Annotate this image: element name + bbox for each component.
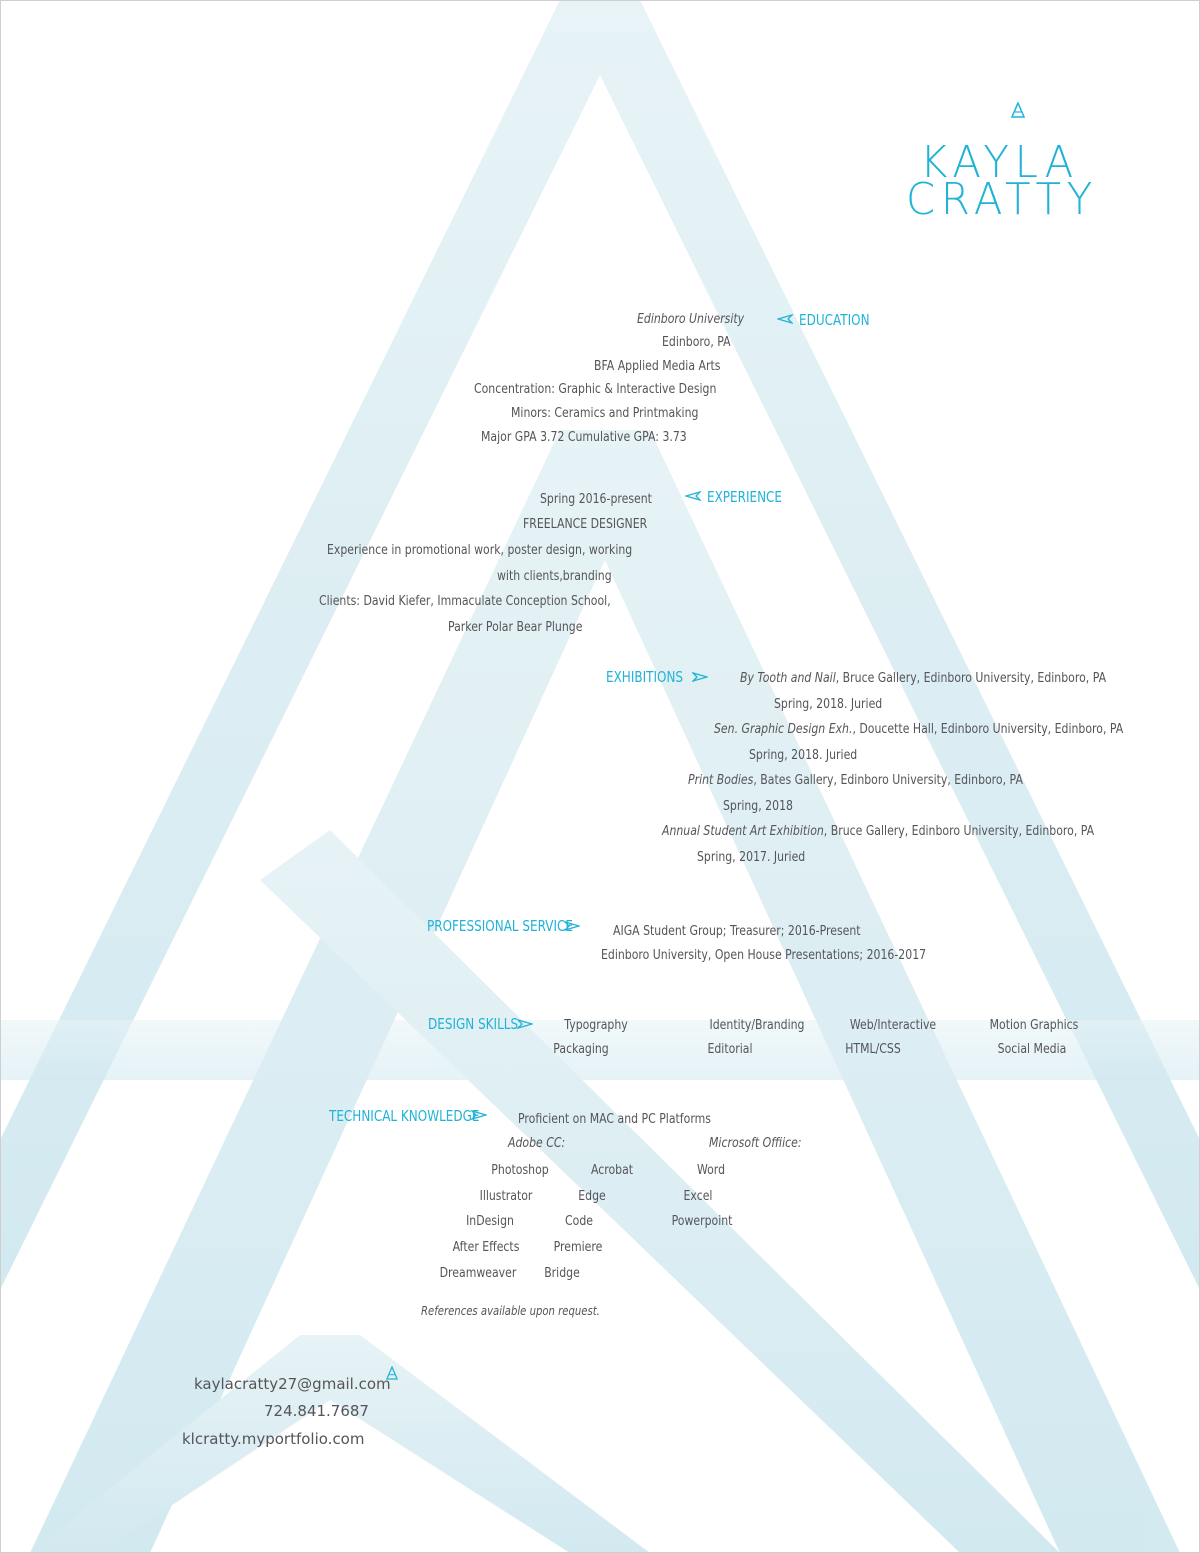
experience-title: FREELANCE DESIGNER bbox=[523, 517, 648, 532]
exhibition-item bbox=[662, 824, 1094, 840]
skill-item: HTML/CSS bbox=[845, 1042, 901, 1057]
references-note: References available upon request. bbox=[421, 1304, 600, 1318]
design-skills-heading: DESIGN SKILLS bbox=[428, 1015, 519, 1033]
exhibition-item bbox=[740, 671, 1106, 687]
arrow-right-icon bbox=[517, 1019, 533, 1029]
software-item: Edge bbox=[578, 1189, 606, 1204]
skill-item: Social Media bbox=[997, 1042, 1067, 1057]
technical-heading: TECHNICAL KNOWLEDGE bbox=[329, 1107, 480, 1125]
education-degree: BFA Applied Media Arts bbox=[594, 359, 721, 374]
arrow-left-icon bbox=[777, 314, 793, 324]
software-item: After Effects bbox=[452, 1240, 520, 1255]
education-gpa: Major GPA 3.72 Cumulative GPA: 3.73 bbox=[481, 430, 687, 445]
software-item: Excel bbox=[683, 1189, 713, 1204]
exhibition-date: Spring, 2017. Juried bbox=[697, 850, 806, 865]
experience-dates: Spring 2016-present bbox=[540, 492, 652, 507]
skill-item: Typography bbox=[564, 1018, 628, 1033]
software-item: Premiere bbox=[553, 1240, 603, 1255]
skill-item: Editorial bbox=[707, 1042, 753, 1057]
a-triangle-logo-icon bbox=[386, 1366, 398, 1380]
adobe-label: Adobe CC: bbox=[508, 1136, 566, 1151]
exhibition-item bbox=[688, 773, 1023, 789]
education-heading: EDUCATION bbox=[799, 311, 870, 329]
software-item: Code bbox=[565, 1214, 593, 1229]
exhibition-title: Annual Student Art Exhibition bbox=[662, 824, 824, 839]
exhibition-item bbox=[714, 722, 1123, 738]
contact-phone[interactable]: 724.841.7687 bbox=[264, 1402, 369, 1420]
service-item: AIGA Student Group; Treasurer; 2016-Present bbox=[613, 924, 861, 939]
contact-website[interactable]: klcratty.myportfolio.com bbox=[182, 1430, 365, 1448]
exhibition-venue: , Bruce Gallery, Edinboro University, Edinboro, PA bbox=[823, 824, 1095, 839]
exhibitions-heading: EXHIBITIONS bbox=[606, 668, 684, 686]
contact-email[interactable]: kaylacratty27@gmail.com bbox=[194, 1375, 391, 1393]
education-minors: Minors: Ceramics and Printmaking bbox=[511, 406, 699, 421]
exhibition-venue: , Bates Gallery, Edinboro University, Edinboro, PA bbox=[753, 773, 1023, 788]
technical-platforms: Proficient on MAC and PC Platforms bbox=[518, 1112, 711, 1127]
exhibition-title: Sen. Graphic Design Exh. bbox=[714, 722, 853, 737]
arrow-left-icon bbox=[685, 491, 701, 501]
software-item: Word bbox=[696, 1163, 726, 1178]
name-last: CRATTY bbox=[906, 174, 1098, 225]
experience-clients-1: Clients: David Kiefer, Immaculate Conception School, bbox=[319, 594, 611, 609]
education-school: Edinboro University bbox=[637, 312, 745, 327]
software-item: InDesign bbox=[466, 1214, 514, 1229]
experience-desc-1: Experience in promotional work, poster design, working bbox=[327, 543, 633, 558]
experience-heading: EXPERIENCE bbox=[707, 488, 783, 506]
skill-item: Identity/Branding bbox=[709, 1018, 805, 1033]
arrow-right-icon bbox=[564, 921, 580, 931]
exhibition-venue: , Bruce Gallery, Edinboro University, Edinboro, PA bbox=[835, 671, 1107, 686]
software-item: Acrobat bbox=[590, 1163, 634, 1178]
software-item: Powerpoint bbox=[671, 1214, 733, 1229]
skill-item: Packaging bbox=[553, 1042, 609, 1057]
skill-item: Web/Interactive bbox=[849, 1018, 937, 1033]
exhibition-title: Print Bodies bbox=[688, 773, 754, 788]
name-first: KAYLA bbox=[920, 137, 1079, 188]
arrow-right-icon bbox=[471, 1110, 487, 1120]
skill-item: Motion Graphics bbox=[989, 1018, 1079, 1033]
exhibition-date: Spring, 2018. Juried bbox=[749, 748, 858, 763]
arrow-right-icon bbox=[692, 672, 708, 682]
exhibition-title: By Tooth and Nail bbox=[740, 671, 836, 686]
experience-desc-2: with clients,branding bbox=[497, 569, 612, 584]
education-location: Edinboro, PA bbox=[662, 335, 731, 350]
professional-service-heading: PROFESSIONAL SERVICE bbox=[427, 917, 573, 935]
software-item: Illustrator bbox=[479, 1189, 533, 1204]
experience-clients-2: Parker Polar Bear Plunge bbox=[448, 620, 583, 635]
exhibition-venue: , Doucette Hall, Edinboro University, Edinboro, PA bbox=[852, 722, 1124, 737]
education-concentration: Concentration: Graphic & Interactive Design bbox=[474, 382, 717, 397]
software-item: Bridge bbox=[544, 1266, 580, 1281]
exhibition-date: Spring, 2018. Juried bbox=[774, 697, 883, 712]
software-item: Dreamweaver bbox=[439, 1266, 517, 1281]
office-label: Microsoft Offiice: bbox=[709, 1136, 802, 1151]
software-item: Photoshop bbox=[491, 1163, 549, 1178]
exhibition-date: Spring, 2018 bbox=[723, 799, 793, 814]
service-item: Edinboro University, Open House Presentations; 2016-2017 bbox=[601, 948, 927, 963]
a-triangle-logo-icon bbox=[1011, 102, 1025, 118]
